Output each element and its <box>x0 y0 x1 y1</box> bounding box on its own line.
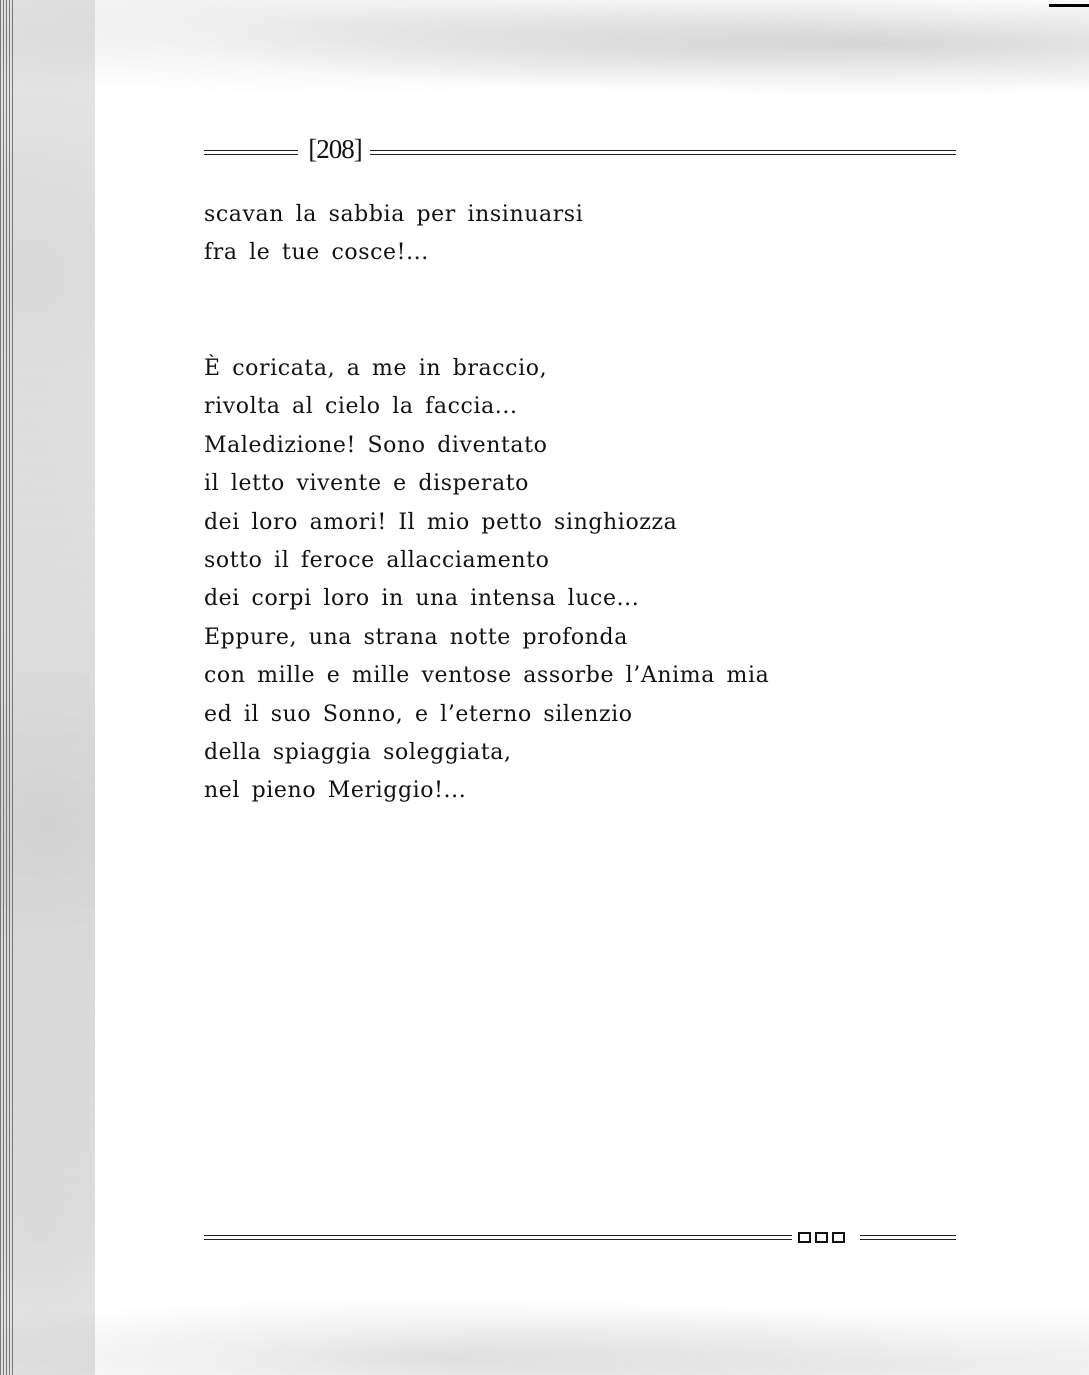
poem-line: nel pieno Meriggio!... <box>204 778 467 804</box>
poem-line: È coricata, a me in braccio, <box>204 356 548 381</box>
poem-line: con mille e mille ventose assorbe l’Anima mia <box>204 663 770 689</box>
header-rule-left <box>204 150 298 155</box>
square-icon <box>815 1232 828 1243</box>
footer-rule-end <box>860 1235 956 1240</box>
scan-edge-left <box>0 0 95 1375</box>
scan-corner-mark <box>1049 4 1089 7</box>
poem-line: dei loro amori! Il mio petto singhiozza <box>204 509 678 535</box>
poem-stanza-2 <box>204 350 769 811</box>
page-header <box>204 134 956 170</box>
poem-line: fra le tue cosce!... <box>204 240 429 266</box>
square-icon <box>832 1232 845 1243</box>
page-footer <box>204 1228 956 1252</box>
header-rule-right <box>370 150 956 155</box>
poem-line: della spiaggia soleggiata, <box>204 739 512 765</box>
scan-edge-bottom <box>0 1285 1089 1375</box>
poem-line: rivolta al cielo la faccia... <box>204 394 518 420</box>
scan-edge-top <box>0 0 1089 110</box>
poem-stanza-1 <box>204 196 583 273</box>
poem-line: sotto il feroce allacciamento <box>204 547 550 573</box>
page-number: [208] <box>308 134 362 164</box>
square-ornament-icon <box>798 1232 856 1246</box>
poem-line: dei corpi loro in una intensa luce... <box>204 586 640 612</box>
square-icon <box>798 1232 811 1243</box>
poem-line: il letto vivente e disperato <box>204 471 530 497</box>
poem-line: Eppure, una strana notte profonda <box>204 624 628 650</box>
footer-rule-long <box>204 1235 792 1240</box>
poem-line: ed il suo Sonno, e l’eterno silenzio <box>204 701 633 727</box>
poem-line: scavan la sabbia per insinuarsi <box>204 202 584 227</box>
poem-line: Maledizione! Sono diventato <box>204 432 548 458</box>
